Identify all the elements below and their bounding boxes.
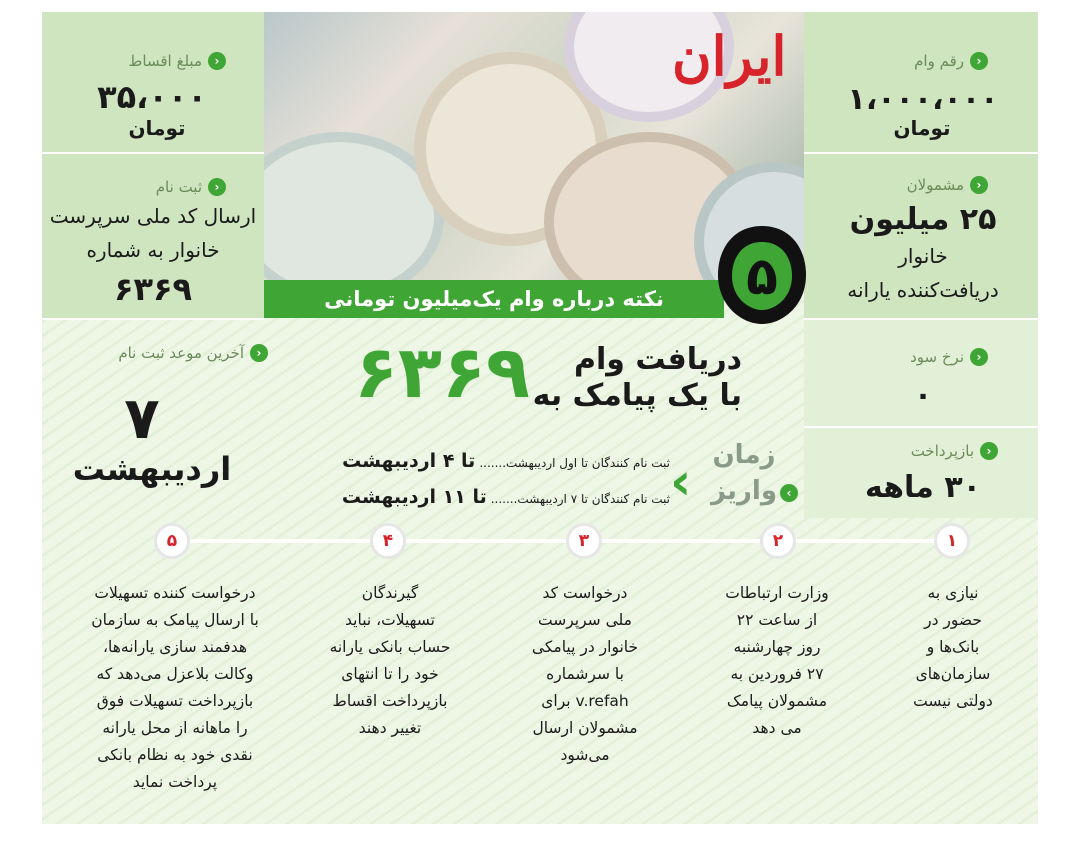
divider (42, 318, 264, 320)
chevron-left-icon: ‹ (208, 52, 226, 70)
chevron-left-icon: ‹ (970, 176, 988, 194)
beneficiaries-value: ۲۵ میلیون (849, 202, 997, 237)
chevron-left-icon: ‹ (970, 348, 988, 366)
step-1-line: حضور در (924, 611, 982, 629)
arrow-left-icon: ‹ (670, 452, 692, 512)
timeline-line (154, 539, 960, 543)
divider (804, 318, 1038, 320)
step-2-line: ۲۷ فروردین به (730, 665, 824, 683)
divider (42, 152, 264, 154)
register-text: ارسال کد ملی سرپرست (49, 204, 257, 228)
divider (804, 426, 1038, 428)
step-2-line: روز چهارشنبه (733, 638, 821, 656)
step-5-line: را ماهانه از محل یارانه (102, 719, 248, 737)
step-5-line: بازپرداخت تسهیلات فوق (96, 692, 254, 710)
amount-label: ‹ رقم وام (914, 52, 988, 70)
deposit-row-1-big: تا ۴ اردیبهشت (342, 450, 476, 472)
sms-line-2: با یک پیامک به (532, 378, 742, 413)
interest-label: ‹ نرخ سود (910, 348, 988, 366)
interest-value: ۰ (913, 378, 933, 413)
deposit-row-1-small: ثبت نام کنندگان تا اول اردیبهشت....... (479, 456, 670, 470)
repay-label: ‹ بازپرداخت (911, 442, 998, 460)
deposit-label-2: واریز (711, 476, 777, 506)
deadline-month: اردیبهشت (72, 450, 232, 488)
step-2-line: مشمولان پیامک (726, 692, 828, 710)
headline-number: ۵ (746, 247, 778, 307)
step-4-line: تغییر دهند (358, 719, 422, 737)
step-3-line: ملی سرپرست (538, 611, 632, 629)
sms-line-1: دریافت وام (574, 342, 742, 377)
chevron-left-icon: ‹ (980, 442, 998, 460)
step-5-line: پرداخت نماید (132, 773, 218, 791)
chevron-left-icon: ‹ (780, 484, 798, 502)
amount-unit: تومان (893, 116, 951, 140)
step-1-line: سازمان‌های (915, 665, 991, 683)
step-3-line: با سرشماره (546, 665, 624, 683)
headline-number-badge (712, 220, 812, 330)
step-3-number: ۳ (566, 523, 602, 559)
step-1-line: بانک‌ها و (926, 638, 980, 656)
step-1-text (894, 580, 1012, 715)
installment-label: ‹ مبلغ اقساط (129, 52, 226, 70)
step-5-line: هدفمند سازی یارانه‌ها، (102, 638, 248, 656)
step-5-line: نقدی خود به نظام بانکی (97, 746, 253, 764)
register-text-2: خانوار به شماره (86, 238, 220, 262)
installment-unit: تومان (128, 116, 186, 140)
step-4-line: گیرندگان (361, 584, 419, 602)
deposit-label-1: زمان (712, 440, 776, 470)
headline-bar (264, 280, 724, 318)
sms-number: ۶۳۶۹ (354, 330, 530, 414)
step-1-line: نیازی به (927, 584, 979, 602)
step-3-line: مشمولان ارسال (532, 719, 638, 737)
step-4-line: خود را تا انتهای (341, 665, 439, 683)
deposit-row-2-big: تا ۱۱ اردیبهشت (341, 486, 487, 508)
headline-text: نکته درباره وام یک‌میلیون تومانی (324, 287, 664, 311)
register-label: ‹ ثبت نام (156, 178, 226, 196)
step-3-line: می‌شود (560, 746, 610, 764)
step-5-line: با ارسال پیامک به سازمان (91, 611, 259, 629)
step-1-line: دولتی نیست (913, 692, 993, 710)
deadline-day: ۷ (124, 384, 160, 452)
deposit-row-2-small: ثبت نام کنندگان تا ۷ اردیبهشت....... (490, 492, 670, 506)
step-4-text (310, 580, 470, 742)
step-2-line: می دهد (752, 719, 802, 737)
deadline-label: ‹ آخرین موعد ثبت نام (118, 344, 268, 362)
step-2-number: ۲ (760, 523, 796, 559)
step-5-line: درخواست کننده تسهیلات (94, 584, 256, 602)
chevron-left-icon: ‹ (250, 344, 268, 362)
beneficiaries-line-2: خانوار (898, 244, 948, 268)
step-2-line: از ساعت ۲۲ (736, 611, 818, 629)
step-3-line: v.refah برای (541, 692, 629, 710)
deposit-row-2 (254, 486, 670, 508)
deposit-row-1 (260, 450, 670, 472)
repay-value: ۳۰ ماهه (865, 470, 981, 505)
step-4-number: ۴ (370, 523, 406, 559)
step-4-line: حساب بانکی یارانه (329, 638, 451, 656)
chevron-left-icon: ‹ (970, 52, 988, 70)
step-1-number: ۱ (934, 523, 970, 559)
step-2-line: وزارت ارتباطات (725, 584, 829, 602)
step-3-text (510, 580, 660, 769)
beneficiaries-label: ‹ مشمولان (907, 176, 988, 194)
step-5-number: ۵ (154, 523, 190, 559)
infographic (42, 12, 1038, 824)
iran-logo: ایران (672, 24, 787, 88)
chevron-left-icon: ‹ (208, 178, 226, 196)
register-number: ۶۳۶۹ (113, 270, 193, 308)
amount-value: ۱،۰۰۰،۰۰۰ (847, 82, 999, 117)
divider (804, 152, 1038, 154)
step-4-line: تسهیلات، نباید (345, 611, 435, 629)
step-2-text (702, 580, 852, 742)
step-3-line: خانوار در پیامکی (531, 638, 639, 656)
step-4-line: بازپرداخت اقساط (332, 692, 448, 710)
installment-value: ۳۵،۰۰۰ (97, 78, 207, 116)
step-5-text (60, 580, 290, 796)
step-3-line: درخواست کد (542, 584, 628, 602)
beneficiaries-line-3: دریافت‌کننده یارانه (847, 278, 999, 302)
step-5-line: وکالت بلاعزل می‌دهد که (96, 665, 254, 683)
